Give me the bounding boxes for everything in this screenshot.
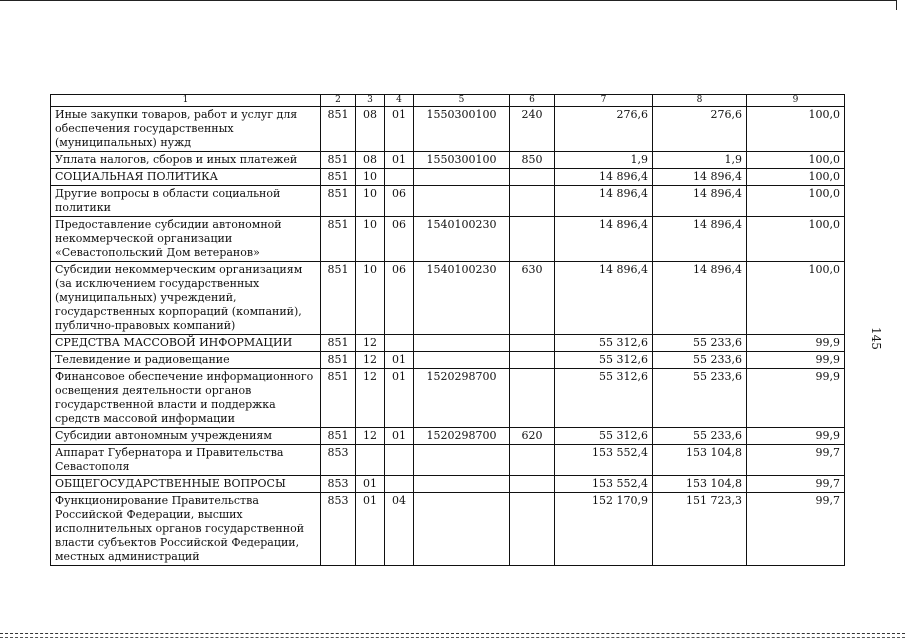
- expense-type-cell: [510, 217, 555, 262]
- admin-code-cell: 851: [321, 169, 356, 186]
- admin-code-cell: 851: [321, 428, 356, 445]
- expense-type-cell: [510, 445, 555, 476]
- section-cell: 10: [356, 262, 385, 335]
- target-article-cell: [414, 445, 510, 476]
- admin-code-cell: 851: [321, 107, 356, 152]
- table-row: [51, 476, 845, 493]
- percent-cell: 99,7: [747, 476, 845, 493]
- table-row: [51, 217, 845, 262]
- row-name-cell: Иные закупки товаров, работ и услуг для обеспечения государственных (муниципальных) нужд: [51, 107, 321, 152]
- expense-type-cell: [510, 493, 555, 566]
- planned-amount-cell: 153 552,4: [555, 476, 653, 493]
- expense-type-cell: [510, 476, 555, 493]
- planned-amount-cell: 14 896,4: [555, 217, 653, 262]
- target-article-cell: [414, 476, 510, 493]
- page-frame-bottom: [0, 633, 905, 634]
- section-cell: [356, 445, 385, 476]
- percent-cell: 100,0: [747, 186, 845, 217]
- percent-cell: 100,0: [747, 217, 845, 262]
- executed-amount-cell: 14 896,4: [653, 186, 747, 217]
- planned-amount-cell: 55 312,6: [555, 335, 653, 352]
- expense-type-cell: 620: [510, 428, 555, 445]
- table-row: [51, 352, 845, 369]
- target-article-cell: 1540100230: [414, 217, 510, 262]
- page-frame-bottom-2: [0, 637, 905, 638]
- percent-cell: 99,7: [747, 445, 845, 476]
- table-row: [51, 428, 845, 445]
- percent-cell: 100,0: [747, 169, 845, 186]
- percent-cell: 99,9: [747, 335, 845, 352]
- table-row: [51, 107, 845, 152]
- table-header-row: [51, 95, 845, 107]
- target-article-cell: 1540100230: [414, 262, 510, 335]
- executed-amount-cell: 153 104,8: [653, 476, 747, 493]
- expense-type-cell: [510, 335, 555, 352]
- planned-amount-cell: 152 170,9: [555, 493, 653, 566]
- row-name-cell: Предоставление субсидии автономной некоммерческой организации «Севастопольский Дом ветеранов»: [51, 217, 321, 262]
- section-cell: 12: [356, 428, 385, 445]
- executed-amount-cell: 151 723,3: [653, 493, 747, 566]
- row-name-cell: ОБЩЕГОСУДАРСТВЕННЫЕ ВОПРОСЫ: [51, 476, 321, 493]
- expense-type-cell: 850: [510, 152, 555, 169]
- row-name-cell: Функционирование Правительства Российской Федерации, высших исполнительных органов государственной власти субъектов Российской Федерации, местных администраций: [51, 493, 321, 566]
- row-name-cell: Другие вопросы в области социальной политики: [51, 186, 321, 217]
- subsection-cell: 01: [385, 152, 414, 169]
- target-article-cell: [414, 493, 510, 566]
- budget-table: [50, 94, 845, 566]
- header-cell: 6: [510, 95, 555, 107]
- planned-amount-cell: 55 312,6: [555, 369, 653, 428]
- row-name-cell: Аппарат Губернатора и Правительства Севастополя: [51, 445, 321, 476]
- subsection-cell: 06: [385, 186, 414, 217]
- row-name-cell: СРЕДСТВА МАССОВОЙ ИНФОРМАЦИИ: [51, 335, 321, 352]
- percent-cell: 99,7: [747, 493, 845, 566]
- subsection-cell: 01: [385, 369, 414, 428]
- section-cell: 12: [356, 369, 385, 428]
- executed-amount-cell: 55 233,6: [653, 428, 747, 445]
- table-row: [51, 445, 845, 476]
- admin-code-cell: 851: [321, 217, 356, 262]
- subsection-cell: [385, 445, 414, 476]
- target-article-cell: 1520298700: [414, 428, 510, 445]
- header-cell: 9: [747, 95, 845, 107]
- section-cell: 01: [356, 476, 385, 493]
- section-cell: 12: [356, 352, 385, 369]
- subsection-cell: [385, 476, 414, 493]
- header-cell: 4: [385, 95, 414, 107]
- target-article-cell: 1520298700: [414, 369, 510, 428]
- subsection-cell: 04: [385, 493, 414, 566]
- planned-amount-cell: 55 312,6: [555, 428, 653, 445]
- planned-amount-cell: 276,6: [555, 107, 653, 152]
- table-row: [51, 262, 845, 335]
- admin-code-cell: 853: [321, 476, 356, 493]
- percent-cell: 100,0: [747, 262, 845, 335]
- percent-cell: 99,9: [747, 428, 845, 445]
- target-article-cell: 1550300100: [414, 107, 510, 152]
- target-article-cell: [414, 352, 510, 369]
- percent-cell: 100,0: [747, 152, 845, 169]
- section-cell: 12: [356, 335, 385, 352]
- admin-code-cell: 851: [321, 352, 356, 369]
- section-cell: 01: [356, 493, 385, 566]
- section-cell: 08: [356, 152, 385, 169]
- target-article-cell: 1550300100: [414, 152, 510, 169]
- table-row: [51, 186, 845, 217]
- subsection-cell: 06: [385, 262, 414, 335]
- target-article-cell: [414, 169, 510, 186]
- subsection-cell: [385, 169, 414, 186]
- percent-cell: 99,9: [747, 369, 845, 428]
- admin-code-cell: 851: [321, 152, 356, 169]
- expense-type-cell: [510, 352, 555, 369]
- subsection-cell: 01: [385, 352, 414, 369]
- page-frame-top: [0, 0, 897, 1]
- table-row: [51, 169, 845, 186]
- planned-amount-cell: 1,9: [555, 152, 653, 169]
- header-cell: 7: [555, 95, 653, 107]
- subsection-cell: 01: [385, 428, 414, 445]
- row-name-cell: Телевидение и радиовещание: [51, 352, 321, 369]
- admin-code-cell: 851: [321, 186, 356, 217]
- admin-code-cell: 851: [321, 262, 356, 335]
- section-cell: 10: [356, 169, 385, 186]
- admin-code-cell: 851: [321, 335, 356, 352]
- header-cell: 1: [51, 95, 321, 107]
- executed-amount-cell: 14 896,4: [653, 262, 747, 335]
- percent-cell: 100,0: [747, 107, 845, 152]
- expense-type-cell: [510, 186, 555, 217]
- row-name-cell: Финансовое обеспечение информационного освещения деятельности органов государственной власти и поддержка средств массовой информации: [51, 369, 321, 428]
- row-name-cell: Субсидии автономным учреждениям: [51, 428, 321, 445]
- header-cell: 3: [356, 95, 385, 107]
- row-name-cell: СОЦИАЛЬНАЯ ПОЛИТИКА: [51, 169, 321, 186]
- table-row: [51, 335, 845, 352]
- subsection-cell: [385, 335, 414, 352]
- executed-amount-cell: 276,6: [653, 107, 747, 152]
- admin-code-cell: 853: [321, 445, 356, 476]
- planned-amount-cell: 153 552,4: [555, 445, 653, 476]
- planned-amount-cell: 14 896,4: [555, 262, 653, 335]
- executed-amount-cell: 14 896,4: [653, 169, 747, 186]
- percent-cell: 99,9: [747, 352, 845, 369]
- section-cell: 08: [356, 107, 385, 152]
- header-cell: 5: [414, 95, 510, 107]
- table-row: [51, 152, 845, 169]
- planned-amount-cell: 14 896,4: [555, 186, 653, 217]
- header-cell: 8: [653, 95, 747, 107]
- table-row: [51, 493, 845, 566]
- header-cell: 2: [321, 95, 356, 107]
- page-frame-right: [896, 0, 897, 10]
- row-name-cell: Уплата налогов, сборов и иных платежей: [51, 152, 321, 169]
- executed-amount-cell: 55 233,6: [653, 352, 747, 369]
- expense-type-cell: 240: [510, 107, 555, 152]
- target-article-cell: [414, 186, 510, 217]
- section-cell: 10: [356, 217, 385, 262]
- subsection-cell: 01: [385, 107, 414, 152]
- planned-amount-cell: 14 896,4: [555, 169, 653, 186]
- executed-amount-cell: 55 233,6: [653, 369, 747, 428]
- expense-type-cell: [510, 369, 555, 428]
- row-name-cell: Субсидии некоммерческим организациям (за исключением государственных (муниципальных) учреждений, государственных корпораций (компаний), публично-правовых компаний): [51, 262, 321, 335]
- executed-amount-cell: 55 233,6: [653, 335, 747, 352]
- admin-code-cell: 853: [321, 493, 356, 566]
- target-article-cell: [414, 335, 510, 352]
- executed-amount-cell: 14 896,4: [653, 217, 747, 262]
- table-row: [51, 369, 845, 428]
- section-cell: 10: [356, 186, 385, 217]
- subsection-cell: 06: [385, 217, 414, 262]
- page-number: 145: [869, 327, 883, 350]
- expense-type-cell: [510, 169, 555, 186]
- expense-type-cell: 630: [510, 262, 555, 335]
- planned-amount-cell: 55 312,6: [555, 352, 653, 369]
- admin-code-cell: 851: [321, 369, 356, 428]
- executed-amount-cell: 1,9: [653, 152, 747, 169]
- executed-amount-cell: 153 104,8: [653, 445, 747, 476]
